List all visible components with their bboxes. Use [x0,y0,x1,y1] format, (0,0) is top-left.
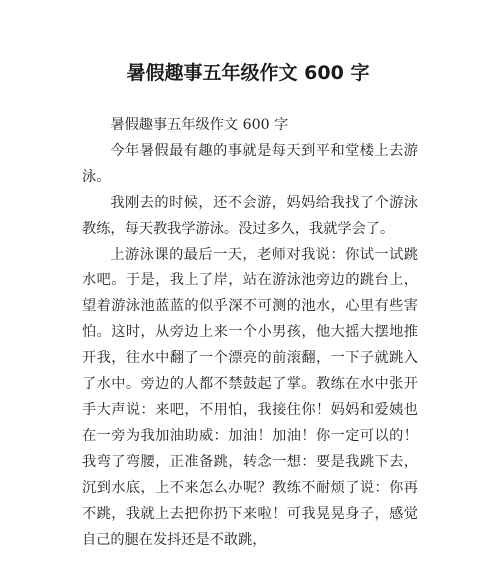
paragraph-learning: 我刚去的时候，还不会游，妈妈给我找了个游泳教练，每天教我学游泳。没过多久，我就学会了。 [82,194,418,237]
paragraph-intro: 今年暑假最有趣的事就是每天到平和堂楼上去游泳。 [82,142,418,185]
paragraph-subtitle: 暑假趣事五年级作文 600 字 [110,117,289,133]
paragraph-diving: 上游泳课的最后一天，老师对我说：你试一试跳水吧。于是，我上了岸，站在游泳池旁边的跳台上，望着游泳池蓝蓝的似乎深不可测的池水，心里有些害怕。这时，从旁边上来一个小男孩，他大摇大摆地推开我，往水中翻了一个漂亮的前滚翻，一下子就跳入了水中。旁边的人都不禁鼓起了掌。教练在水中张开手大声说：来吧，不用怕，我接住你！妈妈和爱姨也在一旁为我加油助威：加油！加油！你一定可以的！我弯了弯腰，正准备跳，转念一想：要是我跳下去，沉到水底，上不来怎么办呢？教练不耐烦了说：你再不跳，我就上去把你扔下来啦！可我晃晃身子，感觉自己的腿在发抖还是不敢跳， [82,246,418,548]
document-body [82,113,418,553]
document-title: 暑假趣事五年级作文 600 字 [126,62,370,84]
